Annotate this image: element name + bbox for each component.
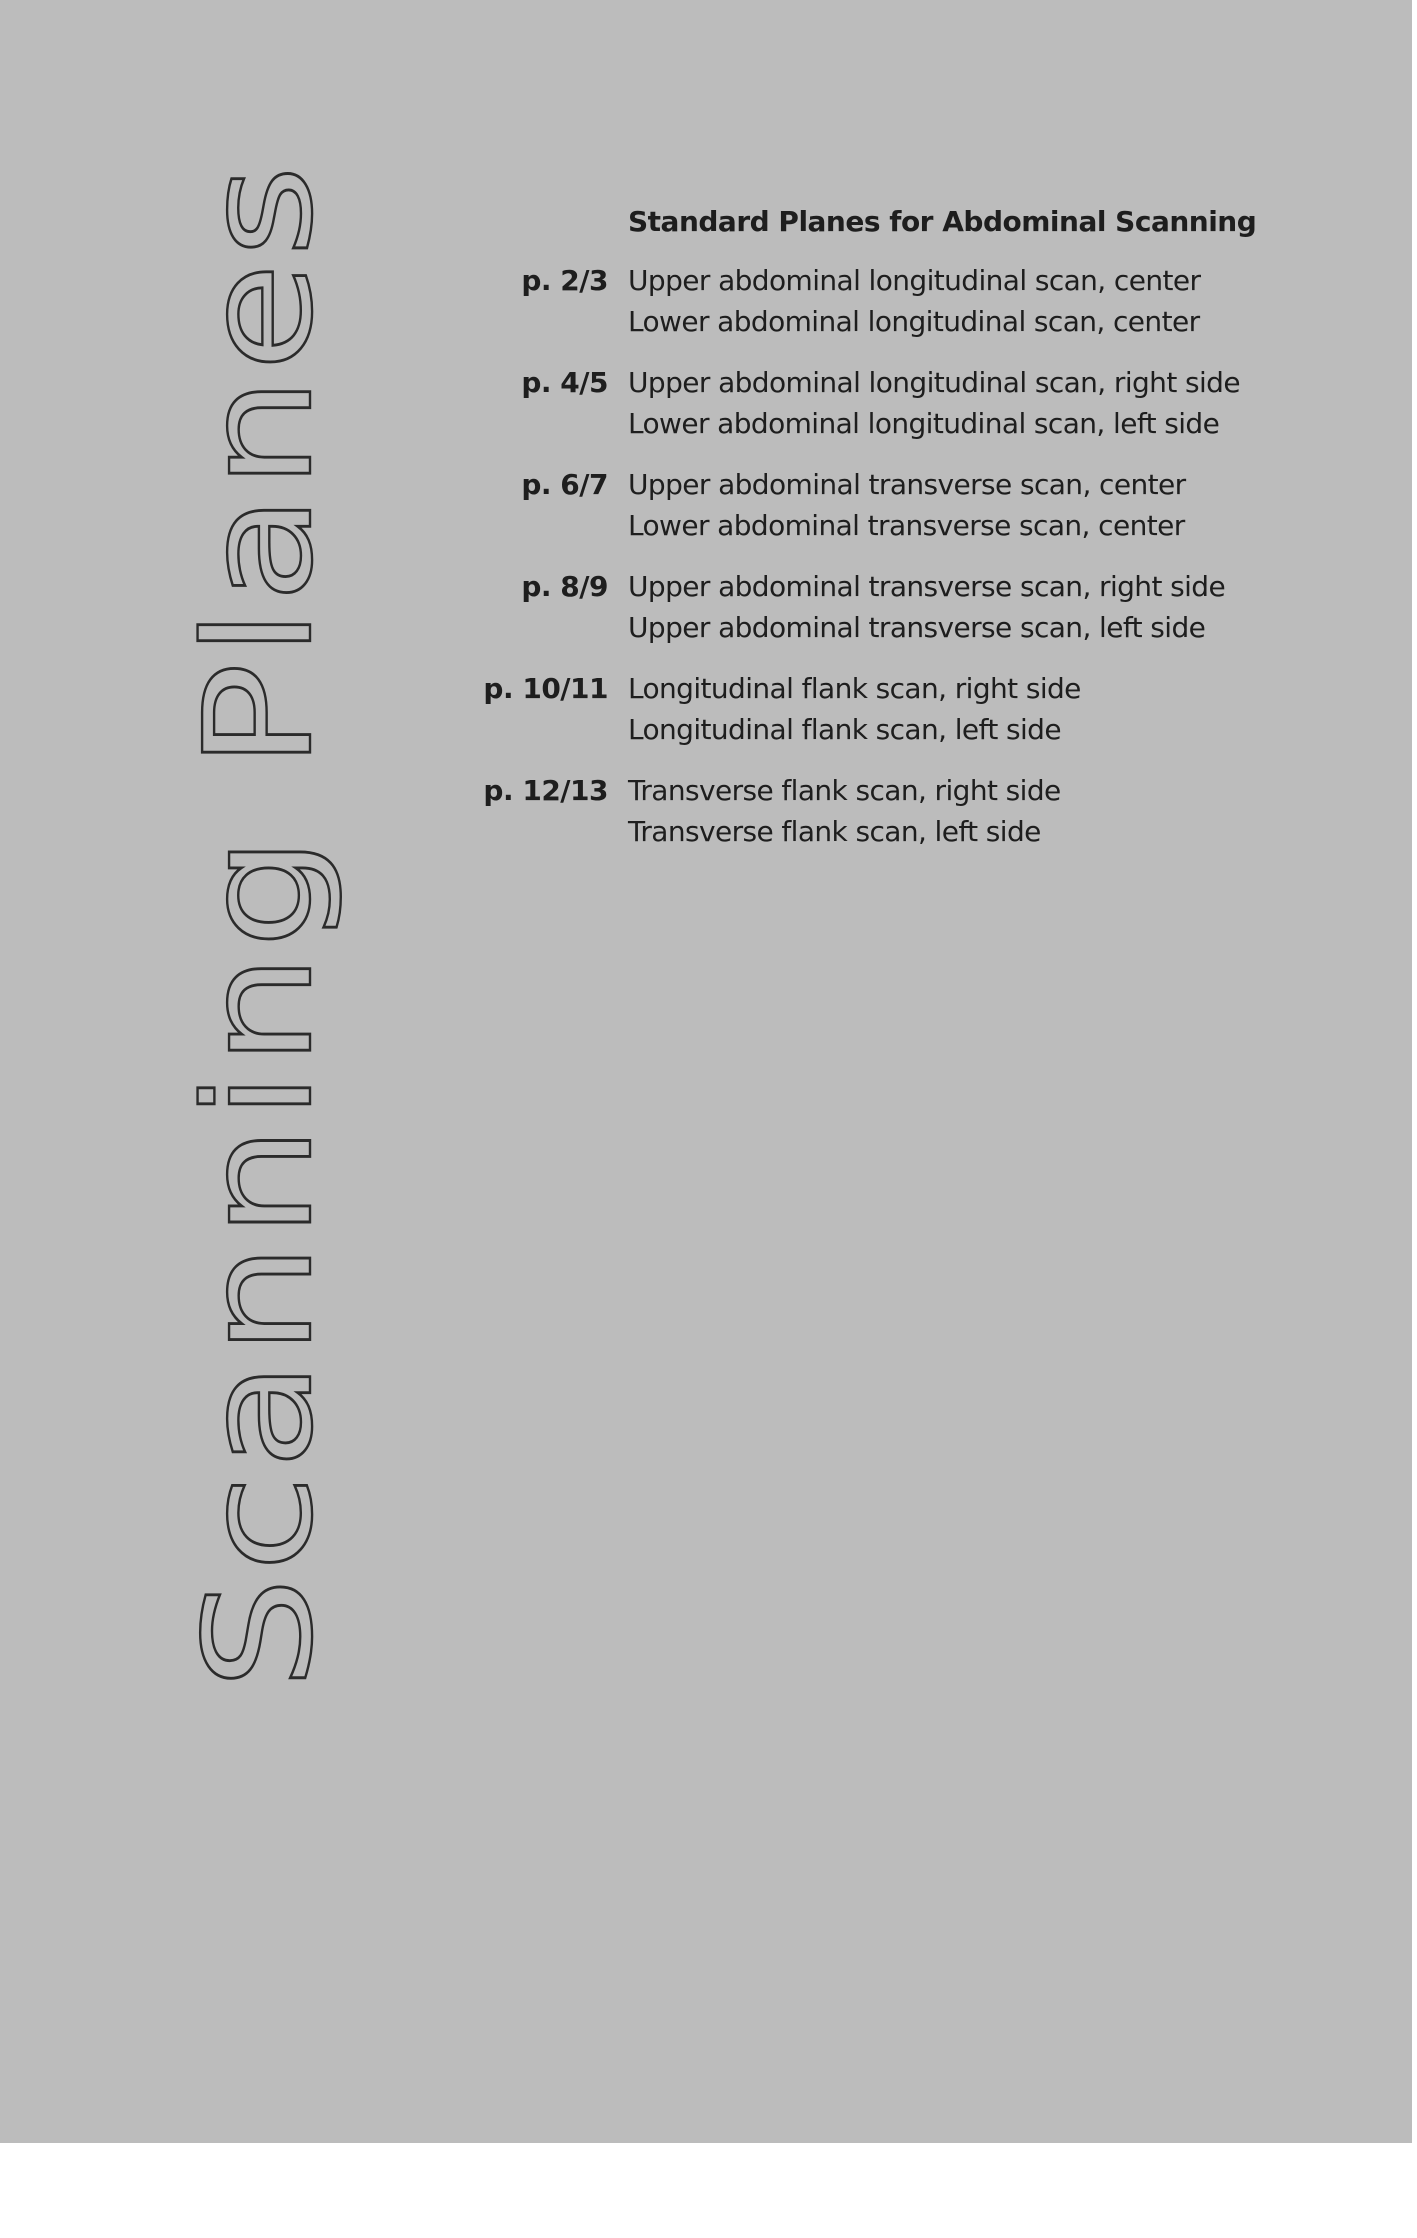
toc-page-ref: p. 2/3 xyxy=(521,264,608,297)
toc-line: Longitudinal flank scan, left side xyxy=(628,713,1061,746)
toc-page-ref: p. 10/11 xyxy=(483,672,608,705)
toc-line: Upper abdominal transverse scan, center xyxy=(628,468,1186,501)
toc-line: Upper abdominal longitudinal scan, right side xyxy=(628,366,1240,399)
toc-entry xyxy=(470,566,1370,648)
toc-entry xyxy=(470,362,1370,444)
toc-line: Transverse flank scan, right side xyxy=(628,774,1061,807)
toc-page-ref: p. 4/5 xyxy=(521,366,608,399)
toc-line: Upper abdominal longitudinal scan, center xyxy=(628,264,1201,297)
toc-heading: Standard Planes for Abdominal Scanning xyxy=(628,205,1257,238)
toc-line: Longitudinal flank scan, right side xyxy=(628,672,1081,705)
toc-line: Lower abdominal longitudinal scan, left side xyxy=(628,407,1220,440)
toc-line: Upper abdominal transverse scan, left side xyxy=(628,611,1206,644)
toc-entry-lines xyxy=(628,668,1081,750)
toc-entry xyxy=(470,668,1370,750)
toc-entry-lines xyxy=(628,566,1225,648)
toc-entry-lines xyxy=(628,260,1200,342)
toc-line: Lower abdominal longitudinal scan, center xyxy=(628,305,1200,338)
vertical-title xyxy=(0,0,400,2143)
toc-entry xyxy=(470,464,1370,546)
toc-line: Upper abdominal transverse scan, right side xyxy=(628,570,1226,603)
toc-page-ref: p. 8/9 xyxy=(521,570,608,603)
toc-page-ref: p. 6/7 xyxy=(521,468,608,501)
vertical-title-svg xyxy=(0,0,400,2143)
toc-entry xyxy=(470,260,1370,342)
toc-line: Lower abdominal transverse scan, center xyxy=(628,509,1185,542)
toc-entry-lines xyxy=(628,362,1240,444)
vertical-title-text: Scanning Planes xyxy=(173,417,345,1690)
table-of-contents xyxy=(470,200,1370,872)
toc-entry-lines xyxy=(628,464,1186,546)
toc-line: Transverse flank scan, left side xyxy=(628,815,1041,848)
toc-entry-lines xyxy=(628,770,1061,852)
toc-page-ref: p. 12/13 xyxy=(483,774,608,807)
toc-entry xyxy=(470,770,1370,852)
